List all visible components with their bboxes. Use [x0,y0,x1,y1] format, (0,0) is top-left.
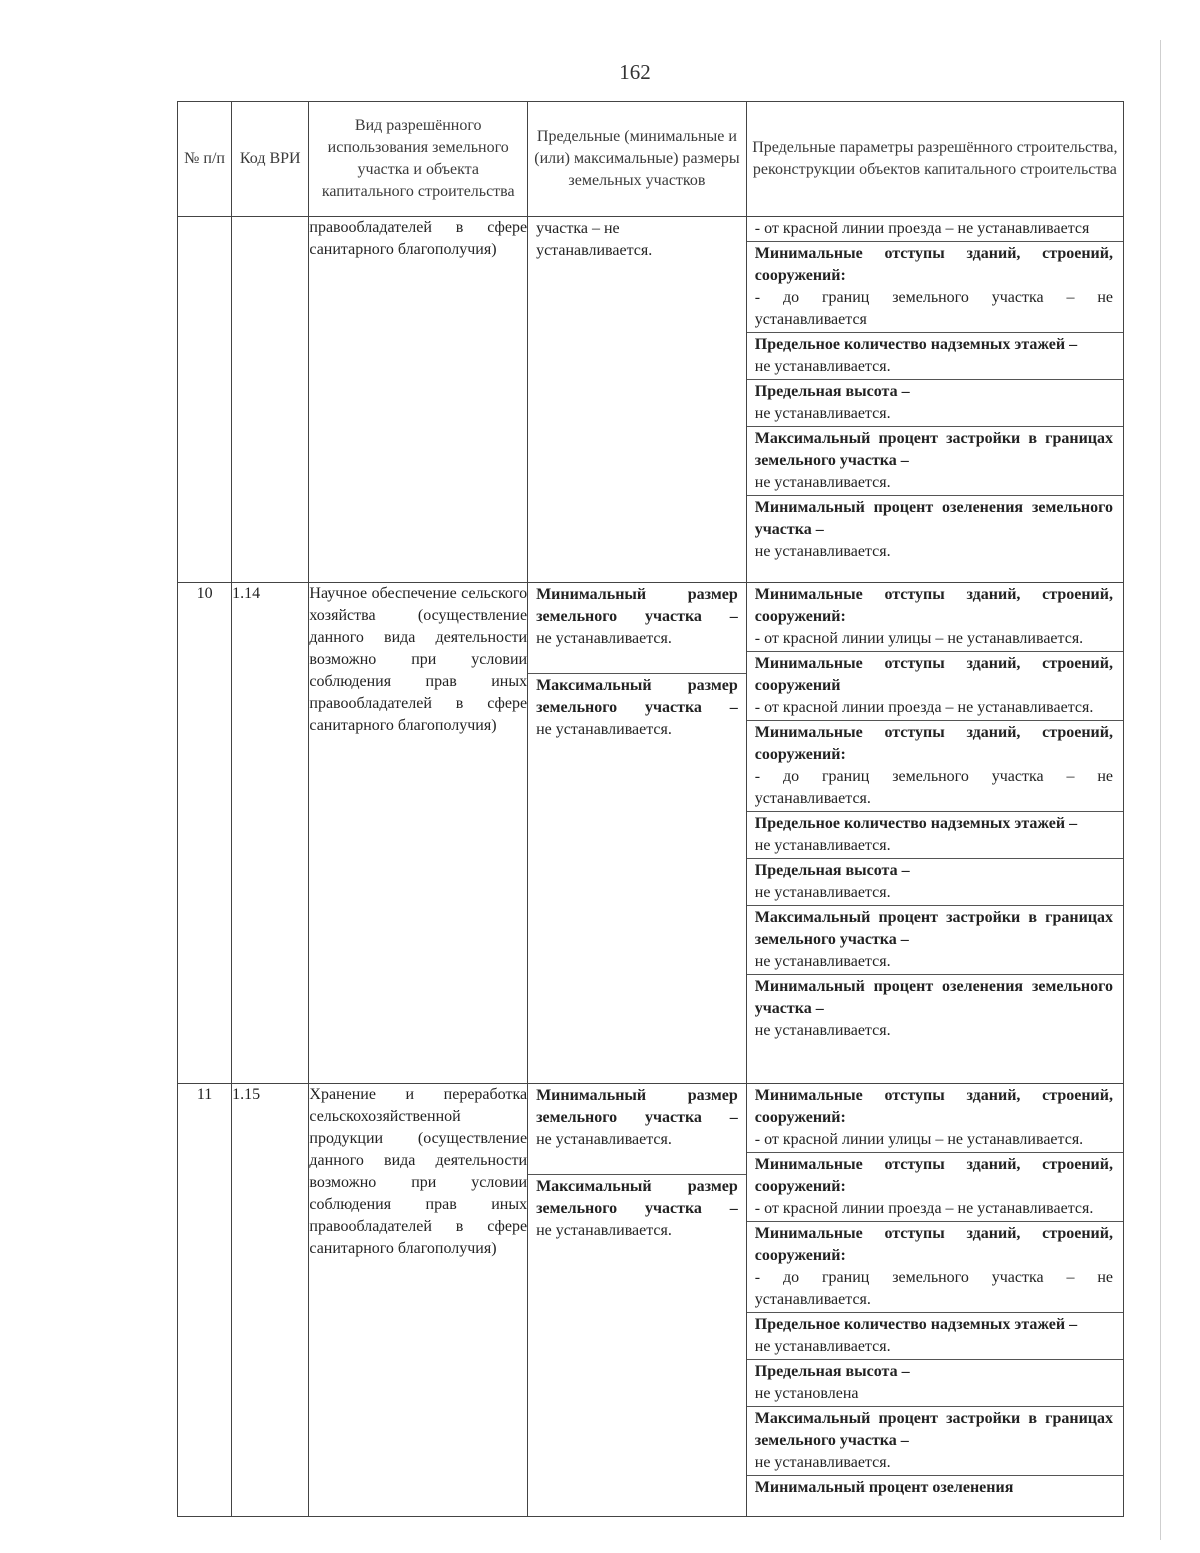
build-param-heading: Максимальный процент застройки в границах земельного участка – [754,909,1113,948]
build-param-item [747,975,1123,1043]
land-size-value: не устанавливается. [536,1222,672,1239]
row-code: 1.14 [232,583,309,1084]
build-param-heading: Предельная высота – [754,383,910,400]
build-param-item [747,242,1123,333]
build-param-value: - от красной линии улицы – не устанавливается. [754,1131,1084,1148]
build-param-item [747,1313,1123,1360]
build-param-value: не устанавливается. [754,884,891,901]
land-size-heading: Максимальный размер земельного участка – [536,1178,738,1217]
row-build-params [746,583,1123,1084]
build-param-value: не устанавливается. [754,1338,891,1355]
build-param-heading: Предельная высота – [754,1363,910,1380]
row-land-sizes [528,217,747,583]
row-number [178,217,232,583]
row-use-type: правообладателей в сфере санитарного благополучия) [309,217,528,583]
table-row [178,217,1124,583]
land-size-heading: Максимальный размер земельного участка – [536,677,738,716]
land-size-item [528,1175,746,1243]
build-param-item [747,859,1123,906]
land-use-table [177,101,1124,1517]
build-param-value: не устанавливается. [754,1022,891,1039]
build-param-value: не устанавливается. [754,543,891,560]
build-param-heading: Предельное количество надземных этажей – [754,815,1078,832]
build-param-item [747,496,1123,564]
build-param-value: - от красной линии проезда – не устанавливается. [754,699,1094,716]
build-param-item [747,812,1123,859]
build-param-item [747,652,1123,721]
build-param-heading: Предельное количество надземных этажей – [754,1316,1078,1333]
build-param-heading: Минимальные отступы зданий, строений, сооружений: [754,1225,1113,1264]
build-param-heading: Минимальные отступы зданий, строений, сооружений: [754,586,1113,625]
build-param-heading: Минимальный процент озеленения земельного участка – [754,978,1113,1017]
header-build-params: Предельные параметры разрешённого строительства, реконструкции объектов капитального строительства [746,102,1123,217]
row-build-params [746,217,1123,583]
header-use-type: Вид разрешённого использования земельного участка и объекта капитального строительства [309,102,528,217]
row-code: 1.15 [232,1084,309,1517]
table-row [178,1084,1124,1517]
page-number: 162 [619,60,651,84]
land-size-value: не устанавливается. [536,721,672,738]
land-size-value: участка – не устанавливается. [536,220,653,259]
table-row [178,583,1124,1084]
build-param-value: - от красной линии проезда – не устанавливается [754,220,1090,237]
header-code: Код ВРИ [232,102,309,217]
build-param-heading: Максимальный процент застройки в границах земельного участка – [754,1410,1113,1449]
header-number: № п/п [178,102,232,217]
land-size-item [528,674,746,742]
build-param-heading: Минимальные отступы зданий, строений, сооружений [754,655,1113,694]
build-param-value: - до границ земельного участка – не устанавливается. [754,1269,1113,1308]
build-param-heading: Минимальный процент озеленения [754,1479,1014,1496]
build-param-item [747,427,1123,496]
build-param-value: - до границ земельного участка – не устанавливается [754,289,1113,328]
row-use-type: Хранение и переработка сельскохозяйственной продукции (осуществление данного вида деятельности возможно при условии соблюдения прав иных правообладателей в сфере санитарного благополучия) [309,1084,528,1517]
row-land-sizes [528,1084,747,1517]
build-param-value: не устанавливается. [754,358,891,375]
land-size-item [528,1084,746,1175]
build-param-item [747,906,1123,975]
row-number: 10 [178,583,232,1084]
build-param-heading: Максимальный процент застройки в границах земельного участка – [754,430,1113,469]
build-param-heading: Предельная высота – [754,862,910,879]
build-param-value: не устанавливается. [754,405,891,422]
build-param-item [747,1407,1123,1476]
build-param-item [747,1153,1123,1222]
table-header-row [178,102,1124,217]
header-land-sizes: Предельные (минимальные и (или) максимальные) размеры земельных участков [528,102,747,217]
build-param-item [747,1476,1123,1500]
build-param-item [747,721,1123,812]
land-size-item [528,583,746,674]
build-param-value: не установлена [754,1385,859,1402]
row-land-sizes [528,583,747,1084]
build-param-item [747,1222,1123,1313]
build-param-heading: Предельное количество надземных этажей – [754,336,1078,353]
table-body [178,217,1124,1517]
land-size-heading: Минимальный размер земельного участка – [536,1087,738,1126]
build-param-value: не устанавливается. [754,837,891,854]
build-param-heading: Минимальные отступы зданий, строений, сооружений: [754,245,1113,284]
build-param-heading: Минимальные отступы зданий, строений, сооружений: [754,1087,1113,1126]
build-param-value: не устанавливается. [754,953,891,970]
build-param-value: не устанавливается. [754,1454,891,1471]
row-number: 11 [178,1084,232,1517]
row-build-params [746,1084,1123,1517]
land-size-value: не устанавливается. [536,630,672,647]
land-size-heading: Минимальный размер земельного участка – [536,586,738,625]
row-use-type: Научное обеспечение сельского хозяйства (осуществление данного вида деятельности возможно при условии соблюдения прав иных правообладателей в сфере санитарного благополучия) [309,583,528,1084]
build-param-item [747,1084,1123,1153]
build-param-heading: Минимальный процент озеленения земельного участка – [754,499,1113,538]
build-param-item [747,217,1123,242]
build-param-item [747,583,1123,652]
build-param-value: - от красной линии проезда – не устанавливается. [754,1200,1094,1217]
build-param-item [747,1360,1123,1407]
build-param-value: не устанавливается. [754,474,891,491]
build-param-heading: Минимальные отступы зданий, строений, сооружений: [754,724,1113,763]
build-param-heading: Минимальные отступы зданий, строений, сооружений: [754,1156,1113,1195]
build-param-item [747,333,1123,380]
scan-edge-line [1160,40,1161,1540]
land-size-value: не устанавливается. [536,1131,672,1148]
build-param-item [747,380,1123,427]
build-param-value: - до границ земельного участка – не устанавливается. [754,768,1113,807]
land-size-item [528,217,746,263]
build-param-value: - от красной линии улицы – не устанавливается. [754,630,1084,647]
row-code [232,217,309,583]
